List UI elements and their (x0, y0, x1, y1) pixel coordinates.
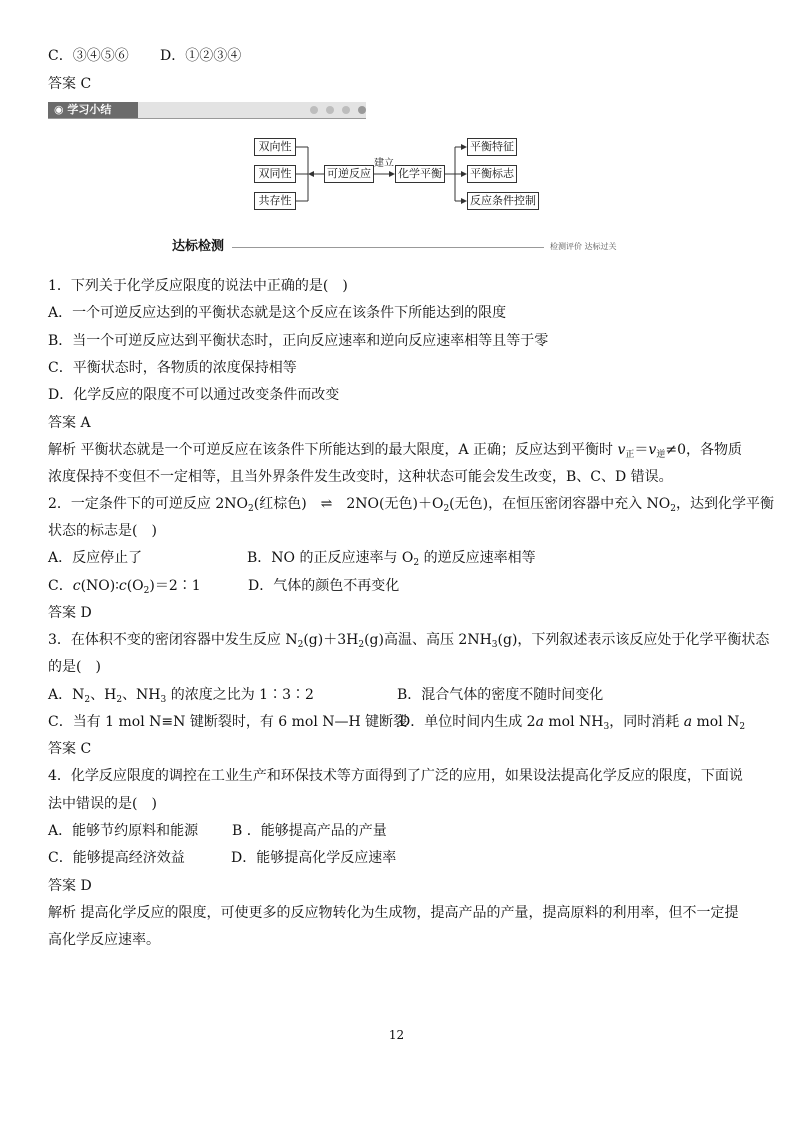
q3-text: (g)高温、高压 2NH (364, 632, 492, 648)
bar-dot (326, 106, 334, 114)
subscript: 2 (443, 504, 450, 514)
q3-option-d (399, 712, 745, 737)
section-subtitle: 检测评价 达标过关 (550, 242, 617, 251)
page-number: 12 (388, 1028, 405, 1042)
q4-option-d: D．能够提高化学反应速率 (231, 850, 397, 866)
q4-option-a: A．能够节约原料和能源 (48, 823, 199, 839)
q1-analysis-line1 (48, 440, 742, 465)
q3-answer: 答案 C (48, 741, 92, 757)
q4-stem-line1: 4．化学反应限度的调控在工业生产和环保技术等方面得到了广泛的应用，如果设法提高化学反应的限度，下面说 (48, 768, 743, 784)
subscript: 2 (358, 640, 365, 650)
q1-analysis-text: 解析 平衡状态就是一个可逆反应在该条件下所能达到的最大限度，A 正确；反应达到平衡时 (48, 442, 618, 458)
box-equilibrium-features: 平衡特征 (467, 138, 517, 156)
q2-stem-line1 (48, 494, 774, 519)
q3-option-a (48, 687, 314, 703)
q3-stem-line1 (48, 630, 769, 655)
q2-option-c (48, 578, 201, 594)
subscript: 2 (116, 695, 123, 705)
q2-text: (无色)，在恒压密闭容器中充入 NO (449, 496, 671, 512)
subscript: 2 (84, 695, 91, 705)
q2-text: 2．一定条件下的可逆反应 2NO (48, 496, 248, 512)
q4-options-ab (48, 821, 387, 841)
q3-option-d-text: D．单位时间内生成 2 (399, 714, 536, 730)
q3-option-c: C．当有 1 mol N≡N 键断裂时，有 6 mol N—H 键断裂 (48, 714, 408, 730)
q2-option-b (247, 548, 536, 573)
bar-dot (358, 106, 366, 114)
q4-analysis-line2: 高化学反应速率。 (48, 932, 160, 948)
q1-option-b: B．当一个可逆反应达到平衡状态时，正向反应速率和逆向反应速率相等且等于零 (48, 333, 549, 349)
equals-sign: ＝ (634, 442, 649, 458)
bar-dot (342, 106, 350, 114)
q3-option-a-text: 的浓度之比为 1∶3∶2 (166, 687, 314, 703)
bar-dot (310, 106, 318, 114)
q1-option-a: A．一个可逆反应达到的平衡状态就是这个反应在该条件下所能达到的限度 (48, 305, 507, 321)
option-c: C．③④⑤⑥ (48, 48, 129, 64)
q4-options-cd (48, 848, 397, 868)
q3-options-cd (48, 712, 746, 732)
q1-option-c: C．平衡状态时，各物质的浓度保持相等 (48, 360, 297, 376)
box-equilibrium-signs: 平衡标志 (467, 165, 517, 183)
subscript: 2 (143, 586, 150, 596)
arrow-label-establish: 建立 (374, 158, 394, 169)
q3-text: 3．在体积不变的密闭容器中发生反应 N (48, 632, 298, 648)
q4-answer: 答案 D (48, 878, 92, 894)
subscript: 2 (739, 722, 746, 732)
box-coexistence: 共存性 (254, 192, 296, 210)
box-bidirectional: 双向性 (254, 138, 296, 156)
q3-options-ab (48, 685, 604, 710)
sub-forward: 正 (625, 450, 635, 460)
q2-option-b-text: B．NO 的正反应速率与 O (247, 550, 414, 566)
subscript: 2 (297, 640, 304, 650)
box-same-condition: 双同性 (254, 165, 296, 183)
q2-stem-line2: 状态的标志是( ) (48, 523, 157, 539)
summary-label: ◉ 学习小结 (48, 102, 138, 118)
options-cd-line (48, 46, 242, 66)
q3-text: (g)＋3H (303, 632, 359, 648)
q1-answer: 答案 A (48, 415, 91, 431)
subscript: 2 (248, 504, 254, 514)
q2-text: ，达到化学平衡 (676, 496, 775, 512)
q1-analysis-tail: ≠0，各物质 (665, 442, 742, 458)
c-symbol: c (72, 578, 81, 594)
q2-option-a: A．反应停止了 (48, 550, 143, 566)
summary-underline (48, 118, 366, 119)
subscript: 2 (670, 504, 677, 514)
a-symbol: a (683, 714, 693, 730)
box-reversible-reaction: 可逆反应 (324, 165, 374, 183)
q3-option-a-text: 、H (90, 687, 117, 703)
q3-option-a-text: 、NH (122, 687, 161, 703)
section-rule (232, 247, 544, 248)
q2-answer: 答案 D (48, 605, 92, 621)
section-title: 达标检测 (172, 239, 225, 254)
v-symbol: v (648, 442, 657, 458)
answer-top: 答案 C (48, 76, 92, 92)
summary-bar (48, 102, 366, 118)
q3-option-d-text: ，同时消耗 (609, 714, 684, 730)
subscript: 2 (413, 558, 420, 568)
q2-option-c-text: C． (48, 578, 73, 594)
q3-option-d-text: mol NH (543, 714, 604, 730)
section-header (172, 238, 624, 256)
q3-stem-line2: 的是( ) (48, 659, 101, 675)
option-d: D．①②③④ (160, 48, 242, 64)
box-condition-control: 反应条件控制 (467, 192, 539, 210)
q1-stem: 1．下列关于化学反应限度的说法中正确的是( ) (48, 278, 348, 294)
q3-text: (g)，下列叙述表示该反应处于化学平衡状态 (497, 632, 770, 648)
a-symbol: a (535, 714, 544, 730)
q2-option-c-text: )＝2∶1 (149, 578, 201, 594)
c-symbol: c (118, 578, 127, 594)
q2-option-c-text: (NO)∶ (80, 578, 119, 594)
subscript: 3 (603, 722, 610, 732)
q2-options-cd (48, 576, 400, 601)
q2-options-ab (48, 548, 536, 568)
q3-option-b: B．混合气体的密度不随时间变化 (397, 687, 604, 703)
q2-option-c-text: (O (126, 578, 144, 594)
q2-option-b-text: 的逆反应速率相等 (419, 550, 536, 566)
subscript: 3 (160, 695, 167, 705)
q3-option-d-text: mol N (692, 714, 740, 730)
q4-option-c: C．能够提高经济效益 (48, 850, 185, 866)
concept-diagram (250, 135, 550, 217)
q3-option-a-text: A．N (48, 687, 85, 703)
box-chemical-equilibrium: 化学平衡 (395, 165, 445, 183)
q4-analysis-line1: 解析 提高化学反应的限度，可使更多的反应物转化为生成物，提高产品的产量，提高原料的利用率，但不一定提 (48, 905, 739, 921)
sub-reverse: 逆 (656, 450, 666, 460)
q1-option-d: D．化学反应的限度不可以通过改变条件而改变 (48, 387, 340, 403)
q1-analysis-line2: 浓度保持不变但不一定相等，且当外界条件发生改变时，这种状态可能会发生改变，B、C、D 错误。 (48, 469, 673, 485)
q2-option-d: D．气体的颜色不再变化 (248, 578, 400, 594)
subscript: 3 (491, 640, 498, 650)
v-symbol: v (617, 442, 626, 458)
q4-option-b: B ．能够提高产品的产量 (232, 823, 387, 839)
q4-stem-line2: 法中错误的是( ) (48, 796, 157, 812)
q2-text: (红棕色) ⇌ 2NO(无色)＋O (253, 496, 444, 512)
